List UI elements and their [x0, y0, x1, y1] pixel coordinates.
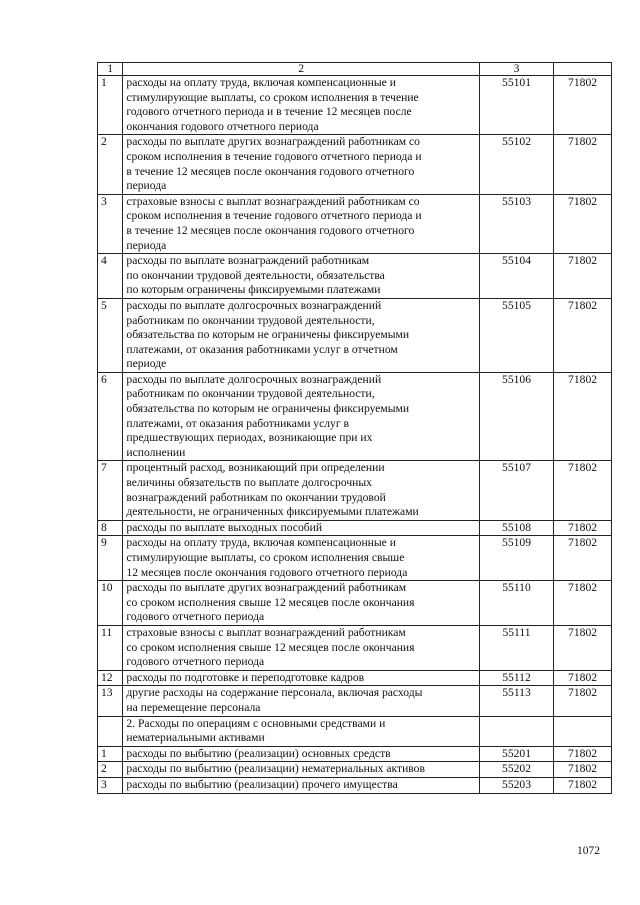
description-line: годового отчетного периода: [126, 610, 265, 624]
table-row: [98, 777, 612, 793]
row-number: 2: [98, 762, 123, 778]
table-body: [98, 63, 612, 794]
row-account: 71802: [554, 461, 612, 520]
row-code: 55110: [479, 581, 553, 626]
row-account: 71802: [554, 536, 612, 581]
description-line: со сроком исполнения свыше 12 месяцев после окончания: [126, 595, 415, 609]
description-line: по которым ограничены фиксируемыми платежами: [126, 283, 381, 297]
row-account: 71802: [554, 135, 612, 194]
row-code: 55112: [479, 670, 553, 686]
description-line: платежами, от оказания работниками услуг в: [126, 416, 349, 430]
row-description: [123, 298, 480, 372]
row-number: 8: [98, 520, 123, 536]
description-line: работникам по окончании трудовой деятельности,: [126, 387, 375, 401]
row-account: 71802: [554, 520, 612, 536]
table-row: [98, 670, 612, 686]
description-line: расходы по выплате других вознаграждений работникам: [126, 581, 407, 595]
row-code: [479, 716, 553, 746]
description-line: страховые взносы с выплат вознаграждений работникам со: [126, 194, 420, 208]
description-line: со сроком исполнения свыше 12 месяцев после окончания: [126, 640, 415, 654]
header-cell-3: 3: [479, 63, 553, 76]
row-code: 55111: [479, 625, 553, 670]
description-line: сроком исполнения в течение годового отчетного периода и: [126, 209, 422, 223]
header-row: [98, 63, 612, 76]
row-number: 3: [98, 777, 123, 793]
table-row: [98, 762, 612, 778]
description-line: расходы по выплате выходных пособий: [126, 520, 323, 534]
accounts-table: [97, 62, 612, 794]
header-cell-2: 2: [123, 63, 480, 76]
row-description: [123, 194, 480, 253]
row-number: 5: [98, 298, 123, 372]
description-line: работникам по окончании трудовой деятельности,: [126, 313, 375, 327]
row-number: 2: [98, 135, 123, 194]
table-row: [98, 581, 612, 626]
row-code: 55101: [479, 76, 553, 135]
table-row: [98, 625, 612, 670]
description-line: 12 месяцев после окончания годового отчетного периода: [126, 565, 408, 579]
description-line: предшествующих периодах, возникающие при их: [126, 431, 373, 445]
description-line: страховые взносы с выплат вознаграждений работникам: [126, 625, 406, 639]
description-line: расходы по выплате долгосрочных вознаграждений: [126, 372, 382, 386]
description-line: расходы по выбытию (реализации) прочего имущества: [126, 777, 398, 791]
description-line: годового отчетного периода: [126, 655, 265, 669]
row-number: 1: [98, 746, 123, 762]
description-line: расходы по выплате вознаграждений работникам: [126, 254, 370, 268]
row-description: [123, 254, 480, 299]
row-account: [554, 716, 612, 746]
description-line: другие расходы на содержание персонала, включая расходы: [126, 686, 423, 700]
row-account: 71802: [554, 625, 612, 670]
row-number: 1: [98, 76, 123, 135]
row-code: 55202: [479, 762, 553, 778]
row-number: 12: [98, 670, 123, 686]
row-code: 55109: [479, 536, 553, 581]
row-account: 71802: [554, 581, 612, 626]
description-line: 2. Расходы по операциям с основными средствами и: [126, 716, 386, 730]
row-account: 71802: [554, 298, 612, 372]
row-account: 71802: [554, 194, 612, 253]
table-row: [98, 135, 612, 194]
row-description: [123, 670, 480, 686]
row-number: 4: [98, 254, 123, 299]
row-number: 13: [98, 686, 123, 716]
description-line: расходы по выбытию (реализации) нематериальных активов: [126, 762, 425, 776]
description-line: платежами, от оказания работниками услуг в отчетном: [126, 342, 398, 356]
description-line: окончания годового отчетного периода: [126, 119, 319, 133]
row-code: 55107: [479, 461, 553, 520]
row-number: 10: [98, 581, 123, 626]
table-row: [98, 76, 612, 135]
row-code: 55103: [479, 194, 553, 253]
table-row: [98, 716, 612, 746]
description-line: в течение 12 месяцев после окончания годового отчетного: [126, 223, 415, 237]
row-description: [123, 461, 480, 520]
table-row: [98, 686, 612, 716]
row-code: 55113: [479, 686, 553, 716]
row-description: [123, 135, 480, 194]
table-row: [98, 254, 612, 299]
row-number: 3: [98, 194, 123, 253]
description-line: стимулирующие выплаты, со сроком исполнения в течение: [126, 90, 419, 104]
page-number: 1072: [577, 845, 600, 857]
row-description: [123, 581, 480, 626]
header-cell-4: [554, 63, 612, 76]
row-description: [123, 372, 480, 461]
table-row: [98, 194, 612, 253]
description-line: расходы по подготовке и переподготовке кадров: [126, 670, 365, 684]
description-line: периода: [126, 238, 167, 252]
description-line: сроком исполнения в течение годового отчетного периода и: [126, 149, 422, 163]
table-row: [98, 746, 612, 762]
row-number: 9: [98, 536, 123, 581]
description-line: по окончании трудовой деятельности, обязательства: [126, 268, 385, 282]
description-line: процентный расход, возникающий при определении: [126, 461, 385, 475]
description-line: расходы по выбытию (реализации) основных средств: [126, 746, 391, 760]
row-number: [98, 716, 123, 746]
row-description: [123, 520, 480, 536]
row-account: 71802: [554, 670, 612, 686]
row-code: 55102: [479, 135, 553, 194]
description-line: расходы по выплате долгосрочных вознаграждений: [126, 298, 382, 312]
row-description: [123, 762, 480, 778]
description-line: вознаграждений работникам по окончании трудовой: [126, 490, 386, 504]
row-code: 55201: [479, 746, 553, 762]
row-account: 71802: [554, 372, 612, 461]
row-description: [123, 686, 480, 716]
table-row: [98, 536, 612, 581]
table-row: [98, 461, 612, 520]
row-code: 55105: [479, 298, 553, 372]
row-account: 71802: [554, 76, 612, 135]
row-number: 7: [98, 461, 123, 520]
row-code: 55203: [479, 777, 553, 793]
description-line: периода: [126, 179, 167, 193]
row-number: 6: [98, 372, 123, 461]
row-account: 71802: [554, 746, 612, 762]
description-line: нематериальными активами: [126, 731, 265, 745]
description-line: деятельности, не ограниченных фиксируемыми платежами: [126, 505, 419, 519]
description-line: обязательства по которым не ограничены фиксируемыми: [126, 402, 410, 416]
description-line: обязательства по которым не ограничены фиксируемыми: [126, 328, 410, 342]
description-line: расходы на оплату труда, включая компенсационные и: [126, 76, 396, 89]
row-code: 55106: [479, 372, 553, 461]
row-account: 71802: [554, 777, 612, 793]
description-line: расходы по выплате других вознаграждений работникам со: [126, 135, 420, 149]
row-description: [123, 76, 480, 135]
row-code: 55108: [479, 520, 553, 536]
header-cell-1: 1: [98, 63, 123, 76]
description-line: в течение 12 месяцев после окончания годового отчетного: [126, 164, 415, 178]
table-row: [98, 298, 612, 372]
description-line: годового отчетного периода и в течение 12 месяцев после: [126, 105, 412, 119]
description-line: периоде: [126, 357, 167, 371]
row-number: 11: [98, 625, 123, 670]
description-line: расходы на оплату труда, включая компенсационные и: [126, 536, 396, 550]
description-line: стимулирующие выплаты, со сроком исполнения свыше: [126, 551, 405, 564]
row-description: [123, 716, 480, 746]
table-row: [98, 372, 612, 461]
description-line: на перемещение персонала: [126, 700, 261, 714]
row-account: 71802: [554, 762, 612, 778]
description-line: величины обязательств по выплате долгосрочных: [126, 476, 372, 490]
row-description: [123, 625, 480, 670]
row-description: [123, 777, 480, 793]
row-code: 55104: [479, 254, 553, 299]
row-account: 71802: [554, 686, 612, 716]
table-row: [98, 520, 612, 536]
row-account: 71802: [554, 254, 612, 299]
description-line: исполнении: [126, 445, 186, 459]
row-description: [123, 536, 480, 581]
row-description: [123, 746, 480, 762]
